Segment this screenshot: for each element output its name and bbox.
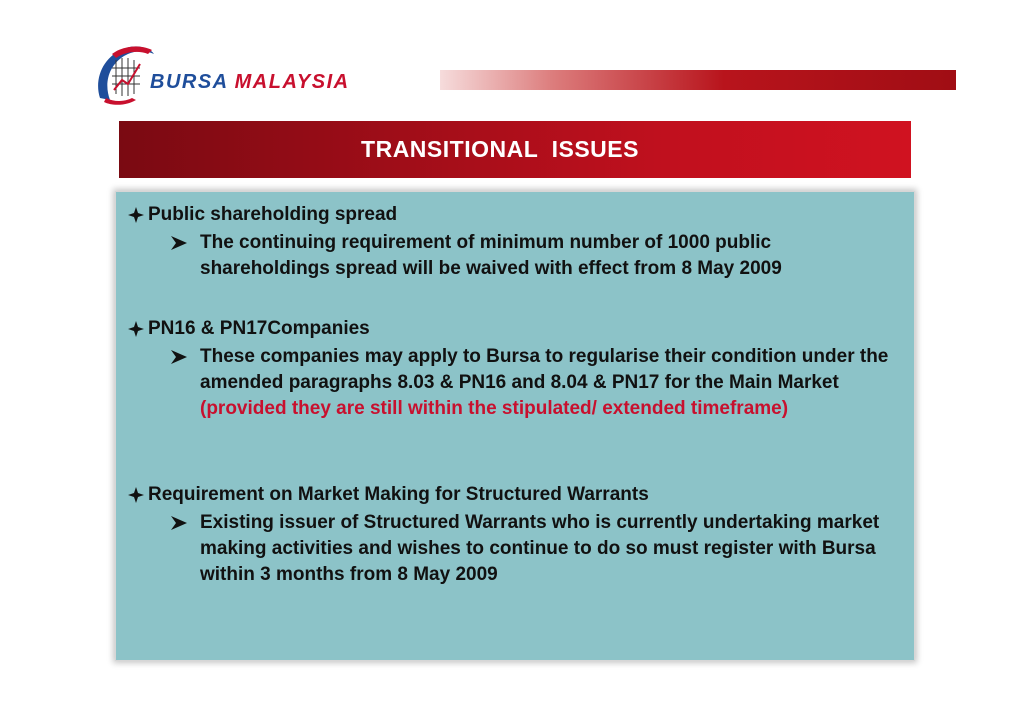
section-heading-text: Requirement on Market Making for Structured Warrants bbox=[148, 484, 649, 505]
section-heading bbox=[126, 482, 906, 508]
diamond-bullet-icon bbox=[126, 316, 148, 342]
section-public-shareholding bbox=[126, 202, 906, 282]
diamond-bullet-icon bbox=[126, 482, 148, 508]
sub-point-text bbox=[200, 344, 906, 422]
section-market-making bbox=[126, 482, 906, 588]
arrow-bullet-icon bbox=[166, 344, 200, 370]
title-bar bbox=[119, 121, 911, 178]
section-heading-text: Public shareholding spread bbox=[148, 204, 398, 225]
header-accent-bar bbox=[440, 70, 956, 90]
sub-point bbox=[166, 230, 906, 282]
diamond-bullet-icon bbox=[126, 202, 148, 228]
sub-point-main-text: These companies may apply to Bursa to regularise their condition under the amended paragraphs 8.03 & PN16 and 8.04 & PN17 for the Main Market bbox=[200, 346, 889, 393]
arrow-bullet-icon bbox=[166, 510, 200, 536]
slide-title: TRANSITIONAL ISSUES bbox=[361, 136, 639, 162]
section-heading-text: PN16 & PN17Companies bbox=[148, 318, 370, 339]
section-heading bbox=[126, 202, 906, 228]
brand-word-malaysia: MALAYSIA bbox=[234, 71, 350, 93]
content-panel bbox=[116, 192, 914, 660]
sub-point-text: Existing issuer of Structured Warrants who is currently undertaking market making activities and wishes to continue to do so must register with Bursa within 3 months from 8 May 2009 bbox=[200, 512, 880, 585]
sub-point-text: The continuing requirement of minimum number of 1000 public shareholdings spread will be waived with effect from 8 May 2009 bbox=[200, 232, 782, 279]
bursa-malaysia-logo bbox=[92, 40, 442, 110]
sub-point-highlight-text: (provided they are still within the stipulated/ extended timeframe) bbox=[200, 398, 789, 419]
brand-word-bursa: BURSA bbox=[150, 71, 229, 93]
arrow-bullet-icon bbox=[166, 230, 200, 256]
sub-point bbox=[166, 344, 906, 422]
section-heading bbox=[126, 316, 906, 342]
sub-point bbox=[166, 510, 906, 588]
brand-name bbox=[150, 71, 350, 94]
section-pn16-pn17 bbox=[126, 316, 906, 422]
